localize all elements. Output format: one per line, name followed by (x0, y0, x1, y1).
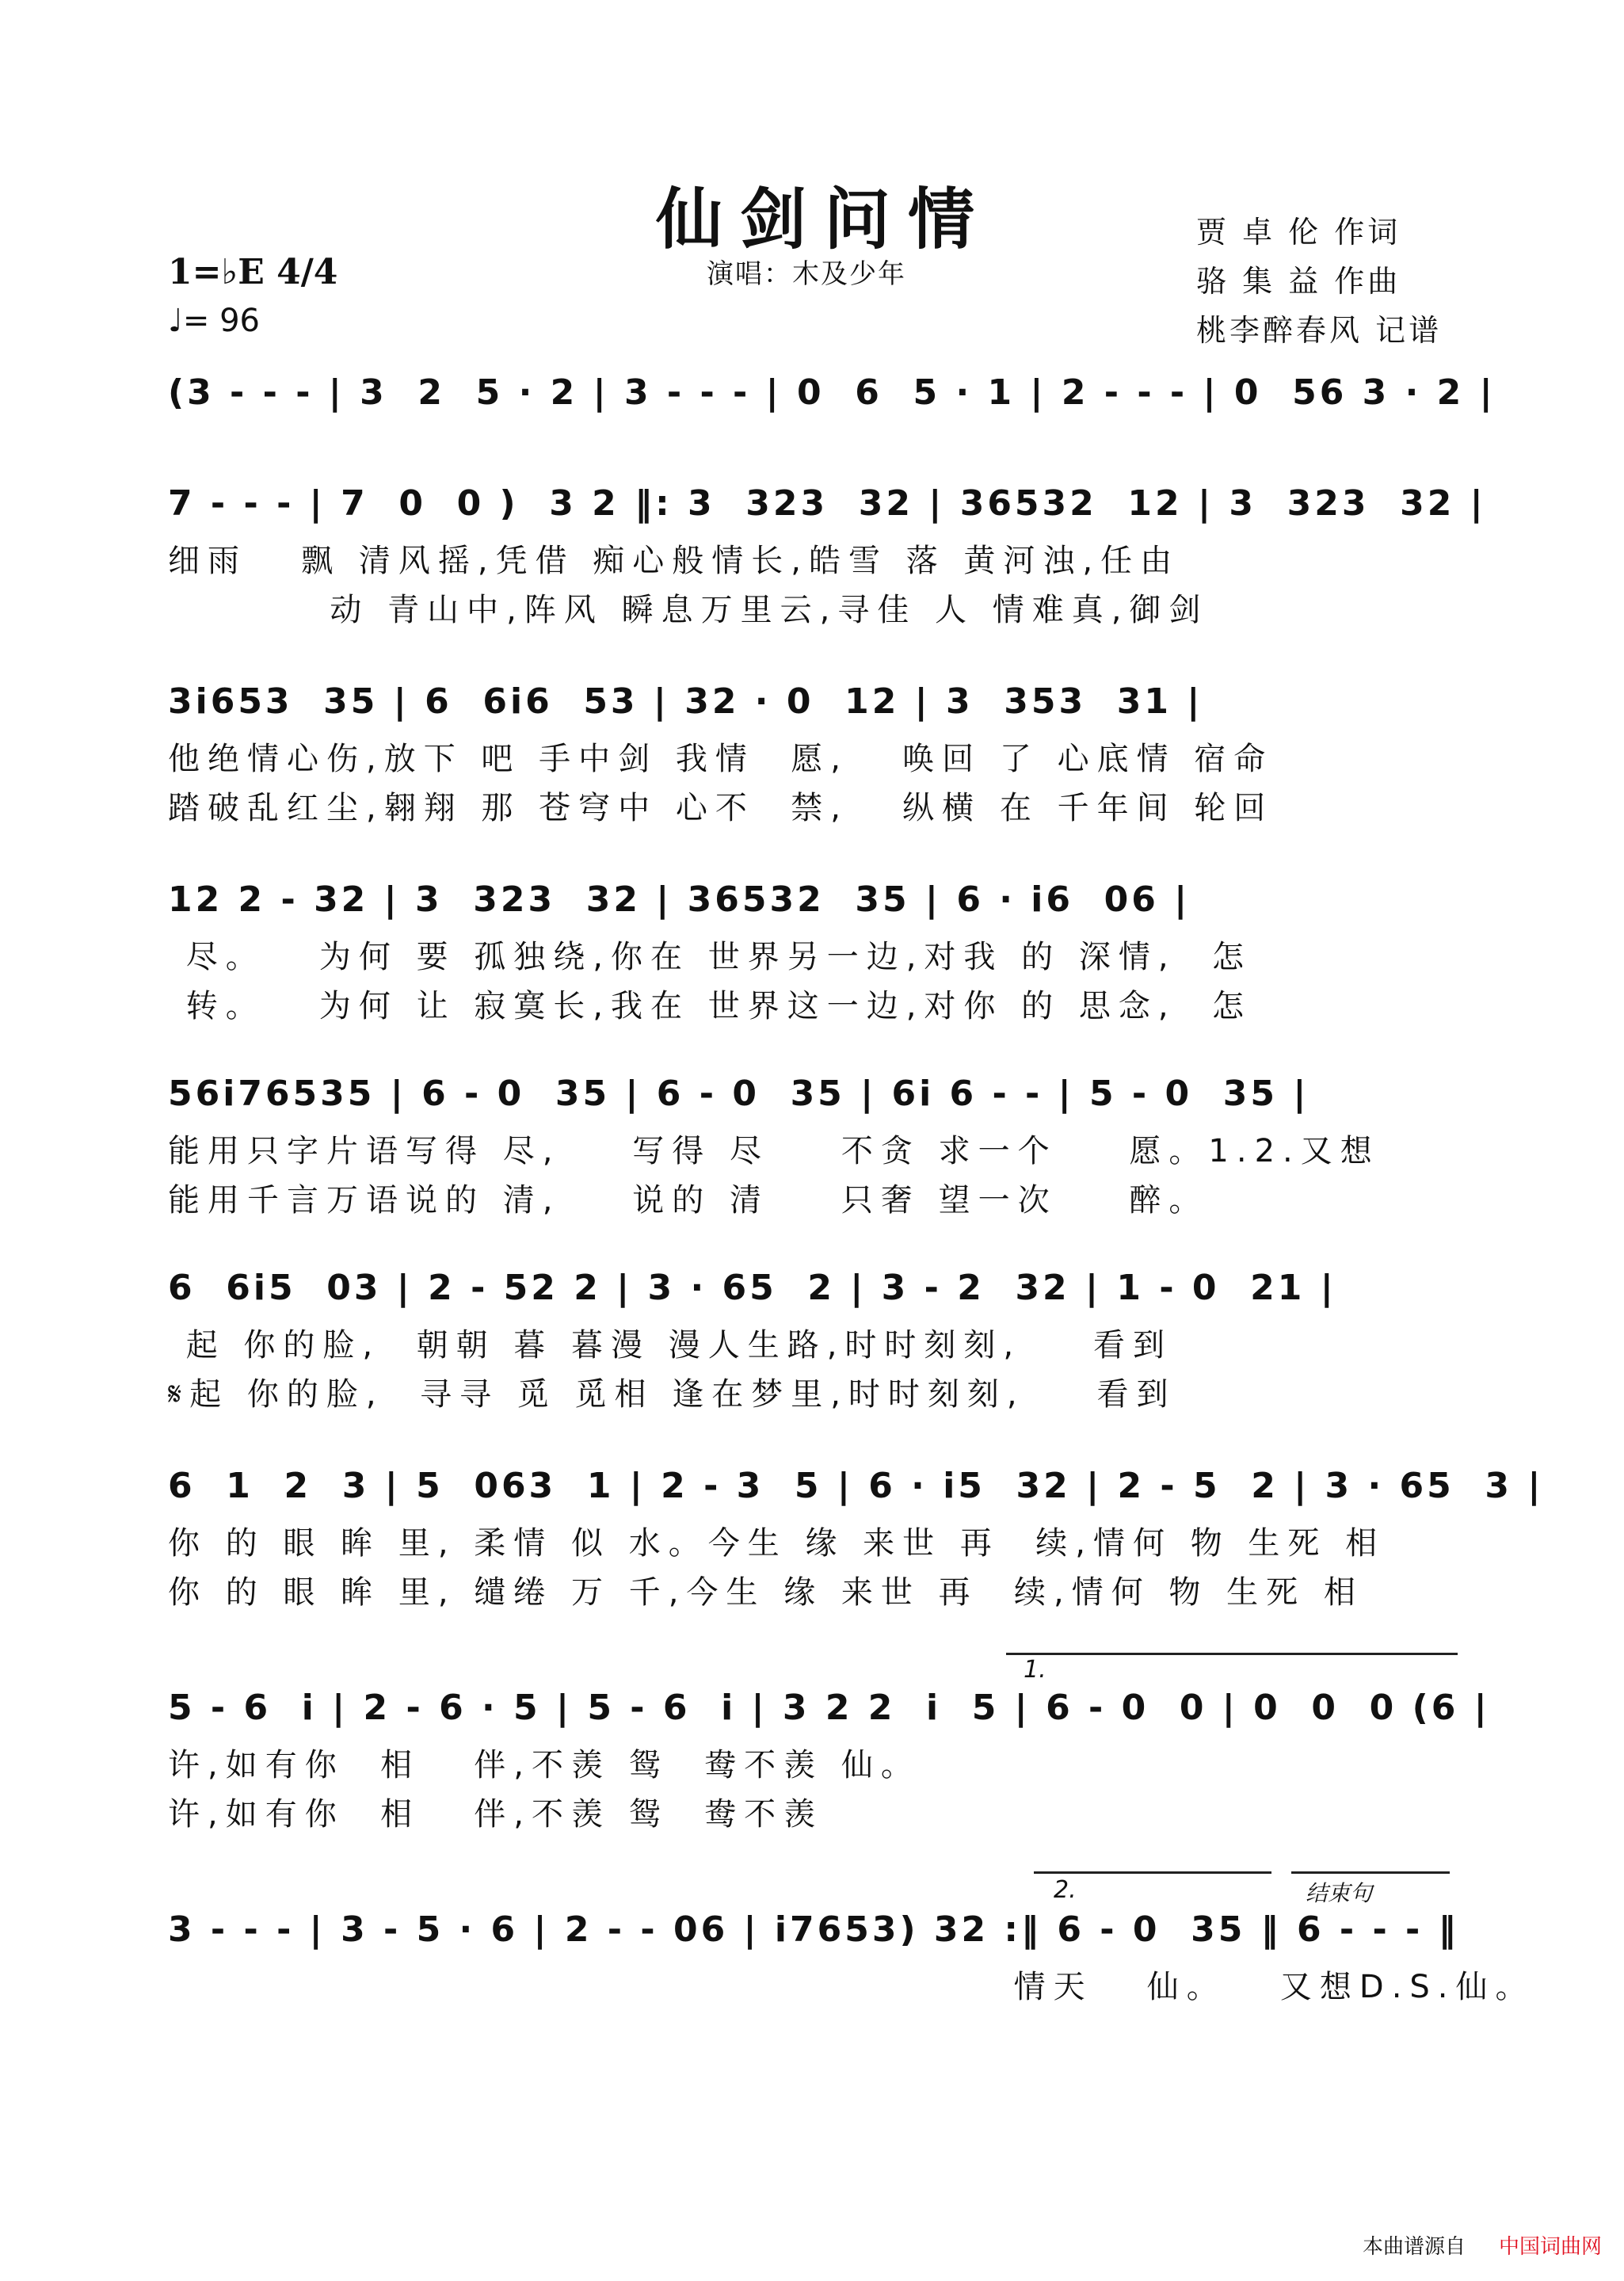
lyrics-verse-2: 𝄋起 你的脸, 寻寻 觅 觅相 逢在梦里,时时刻刻, 看到 (168, 1376, 1176, 1413)
system-6 (168, 1268, 1459, 1413)
notation-line: (3 - - - | 3 2 5 · 2 | 3 - - - | 0 6 5 · 1 | 2 - - - | 0 56 3 · 2 | (168, 372, 1496, 413)
ending-phrase-label: 结束句 (1306, 1880, 1373, 1906)
singer-credit: 演唱：木及少年 (707, 258, 906, 290)
lyrics-verse-2: 能用千言万语说的 清, 说的 清 只奢 望一次 醉。 (168, 1182, 1209, 1219)
lyrics-verse-2: 踏破乱红尘,翱翔 那 苍穹中 心不 禁, 纵横 在 千年间 轮回 (168, 790, 1274, 826)
lyrics-verse-2: 动 青山中,阵风 瞬息万里云,寻佳 人 情难真,御剑 (168, 592, 1209, 628)
coda-bracket (1291, 1871, 1450, 1874)
notation-line: 5 - 6 i | 2 - 6 · 5 | 5 - 6 i | 3 2 2 i 5 | 6 - 0 0 | 0 0 0 (6 | (168, 1688, 1490, 1728)
system-2 (168, 483, 1486, 629)
lyricist-credit: 贾 卓 伦 作词 (1196, 215, 1401, 250)
lyrics-verse-1: 他绝情心伤,放下 吧 手中剑 我情 愿, 唤回 了 心底情 宿命 (168, 741, 1274, 777)
source-site-link[interactable]: 中国词曲网 (1499, 2235, 1603, 2259)
notation-line: 6 1 2 3 | 5 063 1 | 2 - 3 5 | 6 · i5 32 | 2 - 5 2 | 3 · 65 3 | (168, 1466, 1544, 1506)
system-1 (168, 372, 1496, 420)
lyrics-verse-2: 转。 为何 让 寂寞长,我在 世界这一边,对你 的 思念, 怎 (168, 988, 1252, 1024)
source-label: 本曲谱源自 (1363, 2235, 1466, 2259)
lyrics-verse-1: 尽。 为何 要 孤独绕,你在 世界另一边,对我 的 深情, 怎 (168, 939, 1252, 975)
system-3 (168, 681, 1459, 827)
system-7 (168, 1466, 1544, 1612)
key-signature: 1=♭E 4/4 (168, 252, 338, 292)
lyrics-verse-1: 能用只字片语写得 尽, 写得 尽 不贪 求一个 愿。1.2.又想 (168, 1133, 1380, 1169)
lyrics-verse-1: 细雨 飘 清风摇,凭借 痴心般情长,皓雪 落 黄河浊,任由 (168, 543, 1180, 579)
notation-line: 12 2 - 32 | 3 323 32 | 36532 35 | 6 · i6 06 | (168, 879, 1191, 920)
system-5 (168, 1074, 1459, 1219)
notation-line: 7 - - - | 7 0 0 ) 3 2 ‖: 3 323 32 | 36532 12 | 3 323 32 | (168, 483, 1486, 524)
lyrics-verse-2: 许,如有你 相 伴,不羡 鸳 鸯不羡 (168, 1796, 824, 1833)
second-ending-label: 2. (1054, 1876, 1077, 1904)
composer-credit: 骆 集 益 作曲 (1196, 264, 1401, 299)
lyrics-verse-1: 情天 仙。 又想D.S.仙。 (168, 1969, 1535, 2005)
system-4 (168, 879, 1459, 1025)
first-ending-label: 1. (1024, 1656, 1046, 1684)
lyrics-verse-2: 你 的 眼 眸 里, 缱绻 万 千,今生 缘 来世 再 续,情何 物 生死 相 (168, 1574, 1363, 1611)
system-8 (168, 1688, 1490, 1833)
song-title: 仙剑问情 (655, 180, 992, 258)
system-9 (168, 1909, 1535, 2006)
credits-block (1196, 208, 1442, 355)
transcriber-credit: 桃李醉春风 记谱 (1196, 313, 1443, 348)
tempo-marking: ♩= 96 (168, 303, 260, 339)
second-ending-bracket (1034, 1871, 1271, 1874)
lyrics-verse-1: 许,如有你 相 伴,不羡 鸳 鸯不羡 仙。 (168, 1747, 921, 1783)
notation-line: 56i76535 | 6 - 0 35 | 6 - 0 35 | 6i 6 - - | 5 - 0 35 | (168, 1074, 1309, 1114)
notation-line: 3 - - - | 3 - 5 · 6 | 2 - - 06 | i7653) 32 :‖ 6 - 0 35 ‖ 6 - - - ‖ (168, 1909, 1459, 1950)
lyrics-verse-1: 起 你的脸, 朝朝 暮 暮漫 漫人生路,时时刻刻, 看到 (168, 1327, 1173, 1364)
first-ending-bracket (1006, 1653, 1458, 1655)
notation-line: 6 6i5 03 | 2 - 52 2 | 3 · 65 2 | 3 - 2 32 | 1 - 0 21 | (168, 1268, 1336, 1308)
lyrics-verse-1: 你 的 眼 眸 里, 柔情 似 水。今生 缘 来世 再 续,情何 物 生死 相 (168, 1525, 1386, 1562)
notation-line: 3i653 35 | 6 6i6 53 | 32 · 0 12 | 3 353 31 | (168, 681, 1203, 722)
